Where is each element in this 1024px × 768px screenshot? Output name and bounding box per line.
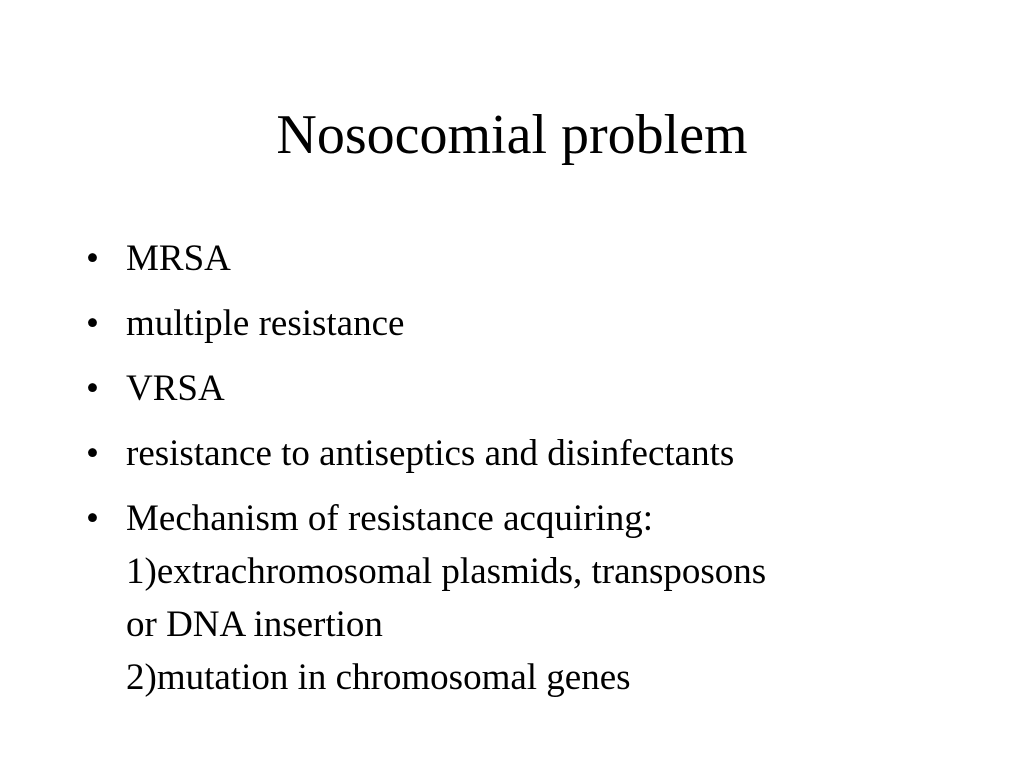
mechanism-line-mutation: 2)mutation in chromosomal genes xyxy=(126,657,631,698)
bullet-item-multiple-resistance xyxy=(86,297,986,350)
bullet-text: Mechanism of resistance acquiring: xyxy=(126,498,654,539)
bullet-icon: • xyxy=(86,303,99,344)
bullet-text: resistance to antiseptics and disinfectants xyxy=(126,433,735,474)
mechanism-line-plasmids: 1)extrachromosomal plasmids, transposons xyxy=(126,551,767,592)
bullet-item-mechanism xyxy=(86,492,986,704)
bullet-item-antiseptics xyxy=(86,427,986,480)
bullet-icon: • xyxy=(86,238,99,279)
bullet-icon: • xyxy=(86,498,99,539)
bullet-item-vrsa xyxy=(86,362,986,415)
mechanism-line-dna-insertion: or DNA insertion xyxy=(126,604,383,645)
bullet-icon: • xyxy=(86,368,99,409)
bullet-text: multiple resistance xyxy=(126,303,405,344)
bullet-list xyxy=(86,232,986,716)
bullet-text: MRSA xyxy=(126,238,231,279)
slide-title: Nosocomial problem xyxy=(276,104,748,166)
bullet-icon: • xyxy=(86,433,99,474)
bullet-item-mrsa xyxy=(86,232,986,285)
bullet-text: VRSA xyxy=(126,368,225,409)
